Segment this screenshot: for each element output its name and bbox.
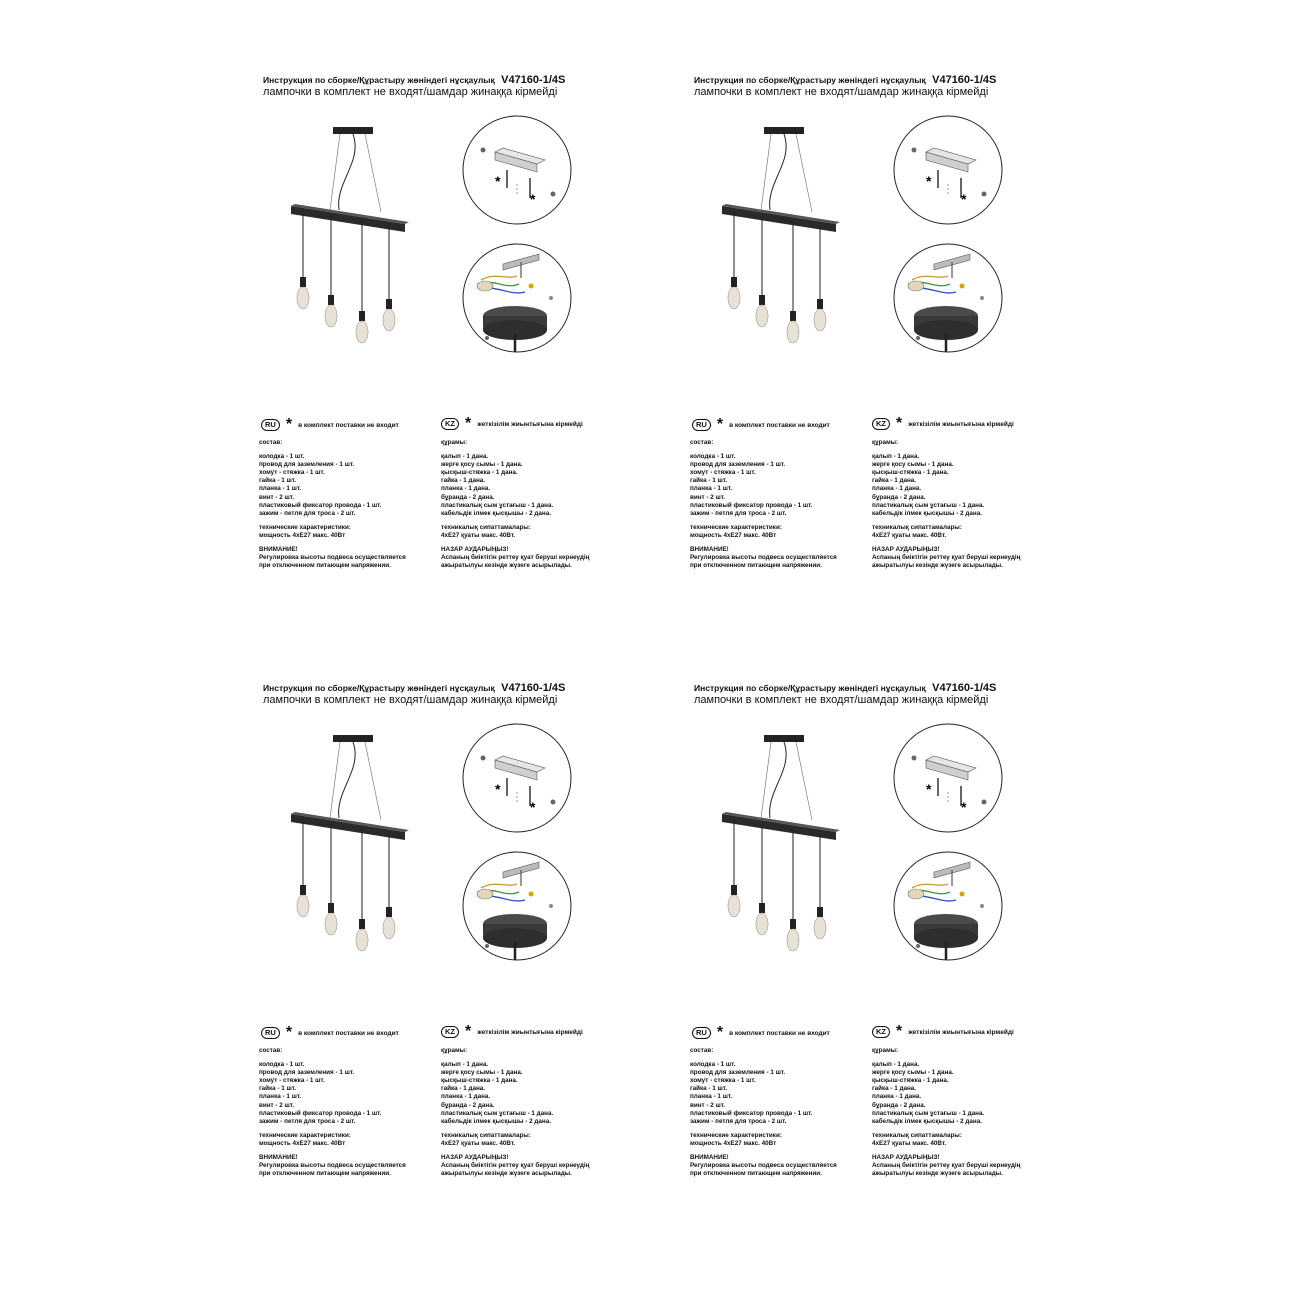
ru-note-row [261,416,399,433]
ru-asterisk: * [716,1024,724,1041]
power-cable [770,134,787,210]
ru-text-block [259,439,406,570]
asterisk-right: * [530,799,536,815]
kz-specs-title: техникалық сипаттамалары: [441,523,531,531]
suspension-cable-left [330,134,340,210]
bulb-1 [728,287,740,309]
suspension-cable-left [761,134,771,210]
ru-item: планка - 1 шт. [259,1093,302,1101]
ru-badge: RU [261,419,280,431]
kz-item: қалып - 1 дана. [872,453,920,461]
bulb-1 [297,895,309,917]
kz-badge: KZ [441,418,459,430]
kz-item: гайка - 1 дана. [441,477,486,485]
kz-item: қысқыш-стяжка - 1 дана. [441,1077,518,1085]
instruction-panel-bottom-left [255,680,675,1200]
socket-1 [731,885,737,895]
ru-specs-title: технические характеристики: [690,1131,782,1139]
kz-warning-line: Аспаның биіктігін реттеу қуат беруші кернеудің [872,554,1021,562]
kz-asterisk: * [465,1023,472,1040]
kz-item: қалып - 1 дана. [441,453,489,461]
header-subtitle: лампочки в комплект не входят/шамдар жинаққа кірмейді [263,86,558,98]
detail-canopy-wiring [463,852,571,960]
kz-warning-title: НАЗАР АУДАРЫҢЫЗ! [872,546,940,554]
kz-warning-line: ажыратылуы кезінде жүзеге асырылады. [872,1170,1003,1178]
kz-item: кабельдік ілмек қысқышы - 2 дана. [872,1117,982,1125]
ru-warning-line: Регулировка высоты подвеса осуществляется [690,554,837,562]
ru-specs-title: технические характеристики: [259,1131,351,1139]
kz-note: жеткізілім жиынтығына кірмейді [477,1028,583,1036]
ru-item: провод для заземления - 1 шт. [259,1069,355,1077]
header-title: Инструкция по сборке/Құрастыру жөніндегі нұсқаулық [263,75,495,85]
kz-note-row [872,1023,1014,1040]
kz-asterisk: * [896,1023,903,1040]
ru-note: в комплект поставки не входит [729,421,830,429]
ru-item: винт - 2 шт. [690,1101,726,1109]
socket-1 [731,277,737,287]
bolt-right [551,800,556,805]
asterisk-right: * [530,191,536,207]
kz-item: планка - 1 дана. [441,485,491,493]
ru-composition-title: состав: [259,439,283,446]
detail-bracket [463,724,571,832]
kz-specs-title: техникалық сипаттамалары: [872,1131,962,1139]
ru-item: планка - 1 шт. [690,1093,733,1101]
model-number: V47160-1/4S [932,74,997,86]
ru-warning-title: ВНИМАНИЕ! [690,1154,729,1162]
kz-note: жеткізілім жиынтығына кірмейді [477,420,583,428]
ru-item: винт - 2 шт. [690,493,726,501]
kz-warning-line: Аспаның биіктігін реттеу қуат беруші кернеудің [441,554,590,562]
socket-4 [817,907,823,917]
bulb-2 [756,913,768,935]
kz-item: планка - 1 дана. [441,1093,491,1101]
kz-item: гайка - 1 дана. [872,1085,917,1093]
ru-asterisk: * [285,1024,293,1041]
ru-specs: мощность 4xE27 макс. 40Вт [259,531,346,539]
ru-warning-line: Регулировка высоты подвеса осуществляется [259,1162,406,1170]
socket-4 [386,299,392,309]
terminal-block [908,281,924,291]
ru-item: колодка - 1 шт. [690,1061,736,1069]
socket-4 [386,907,392,917]
ru-warning-line: при отключенном питающем напряжении. [690,1170,822,1178]
ceiling-canopy [764,127,804,134]
kz-item: жерге қосу сымы - 1 дана. [441,461,523,469]
detail-canopy-wiring [894,852,1002,960]
lamp-illustration [291,127,409,343]
ru-specs: мощность 4xE27 макс. 40Вт [690,1139,777,1147]
kz-composition-title: құрамы: [441,1047,468,1054]
ru-note-row [692,1024,830,1041]
bulb-3 [787,321,799,343]
kz-item: гайка - 1 дана. [441,1085,486,1093]
ru-item: хомут - стяжка - 1 шт. [690,469,756,477]
kz-item: гайка - 1 дана. [872,477,917,485]
instruction-panel-top-right [686,72,1106,592]
ru-item: зажим - петля для троса - 2 шт. [259,509,356,517]
ru-warning-line: при отключенном питающем напряжении. [259,1170,391,1178]
kz-text-block [441,439,589,570]
ru-item: зажим - петля для троса - 2 шт. [259,1117,356,1125]
kz-asterisk: * [465,415,472,432]
kz-specs: 4xE27 қуаты макс. 40Вт. [872,1139,947,1147]
socket-2 [328,295,334,305]
assembly-illustration [686,72,1106,372]
kz-item: кабельдік ілмек қысқышы - 2 дана. [441,509,551,517]
ru-badge: RU [692,419,711,431]
ceiling-canopy [333,127,373,134]
kz-item: қысқыш-стяжка - 1 дана. [441,469,518,477]
power-cable [770,742,787,818]
lamp-illustration [722,127,840,343]
ru-item: винт - 2 шт. [259,1101,295,1109]
kz-text-block [441,1047,589,1178]
kz-item: бұранда - 2 дана. [441,1101,495,1109]
kz-item: пластикалық сым ұстағыш - 1 дана. [872,501,985,509]
power-cable [339,742,356,818]
ru-specs: мощность 4xE27 макс. 40Вт [259,1139,346,1147]
kz-text-block [872,439,1020,570]
socket-1 [300,277,306,287]
ru-item: провод для заземления - 1 шт. [690,461,786,469]
bulb-1 [297,287,309,309]
kz-asterisk: * [896,415,903,432]
ru-text-block [259,1047,406,1178]
socket-3 [359,311,365,321]
kz-note: жеткізілім жиынтығына кірмейді [908,420,1014,428]
ru-item: гайка - 1 шт. [259,477,297,485]
kz-item: бұранда - 2 дана. [872,493,926,501]
kz-note-row [872,415,1014,432]
ru-warning-title: ВНИМАНИЕ! [259,1154,298,1162]
lamp-illustration [722,735,840,951]
kz-item: бұранда - 2 дана. [441,493,495,501]
ru-warning-line: Регулировка высоты подвеса осуществляется [690,1162,837,1170]
bulb-1 [728,895,740,917]
ru-item: колодка - 1 шт. [690,453,736,461]
kz-item: пластикалық сым ұстағыш - 1 дана. [441,501,554,509]
instruction-panel-bottom-right [686,680,1106,1200]
socket-2 [759,295,765,305]
ru-warning-line: Регулировка высоты подвеса осуществляется [259,554,406,562]
ru-item: зажим - петля для троса - 2 шт. [690,509,787,517]
header-title: Инструкция по сборке/Құрастыру жөніндегі нұсқаулық [694,75,926,85]
ru-specs: мощность 4xE27 макс. 40Вт [690,531,777,539]
assembly-illustration [686,680,1106,980]
bulb-3 [356,321,368,343]
ru-composition-title: состав: [690,439,714,446]
ru-item: планка - 1 шт. [259,485,302,493]
kz-warning-line: Аспаның биіктігін реттеу қуат беруші кернеудің [872,1162,1021,1170]
bolt-right [551,192,556,197]
detail-bracket [894,116,1002,224]
kz-composition-title: құрамы: [441,439,468,446]
ru-item: колодка - 1 шт. [259,453,305,461]
ru-item: гайка - 1 шт. [690,1085,728,1093]
suspension-cable-right [365,742,381,820]
ru-item: пластиковый фиксатор провода - 1 шт. [690,501,813,509]
ru-warning-line: при отключенном питающем напряжении. [690,562,822,570]
kz-item: жерге қосу сымы - 1 дана. [441,1069,523,1077]
bulb-4 [814,309,826,331]
ru-note-row [692,416,830,433]
detail-canopy-wiring [463,244,571,352]
kz-specs: 4xE27 қуаты макс. 40Вт. [441,531,516,539]
ru-item: зажим - петля для троса - 2 шт. [690,1117,787,1125]
kz-item: пластикалық сым ұстағыш - 1 дана. [441,1109,554,1117]
kz-specs: 4xE27 қуаты макс. 40Вт. [441,1139,516,1147]
kz-item: кабельдік ілмек қысқышы - 2 дана. [872,509,982,517]
suspension-cable-left [761,742,771,818]
bolt-right [982,800,987,805]
kz-item: жерге қосу сымы - 1 дана. [872,461,954,469]
lamp-illustration [291,735,409,951]
ceiling-canopy [333,735,373,742]
ru-item: провод для заземления - 1 шт. [259,461,355,469]
kz-warning-line: ажыратылуы кезінде жүзеге асырылады. [872,562,1003,570]
model-number: V47160-1/4S [932,682,997,694]
ru-warning-title: ВНИМАНИЕ! [259,546,298,554]
kz-specs: 4xE27 қуаты макс. 40Вт. [872,531,947,539]
kz-item: планка - 1 дана. [872,1093,922,1101]
ru-warning-line: при отключенном питающем напряжении. [259,562,391,570]
instruction-panel-top-left [255,72,675,592]
asterisk-right: * [961,799,967,815]
kz-item: бұранда - 2 дана. [872,1101,926,1109]
ru-specs-title: технические характеристики: [259,523,351,531]
detail-bracket [463,116,571,224]
suspension-cable-right [365,134,381,212]
kz-badge: KZ [872,418,890,430]
asterisk-left: * [926,781,932,797]
kz-warning-title: НАЗАР АУДАРЫҢЫЗ! [441,546,509,554]
kz-warning-line: Аспаның биіктігін реттеу қуат беруші кернеудің [441,1162,590,1170]
ru-text-block [690,439,837,570]
kz-warning-title: НАЗАР АУДАРЫҢЫЗ! [441,1154,509,1162]
bulb-3 [787,929,799,951]
kz-note-row [441,1023,583,1040]
terminal-block [477,889,493,899]
ru-note: в комплект поставки не входит [298,421,399,429]
ru-item: колодка - 1 шт. [259,1061,305,1069]
kz-item: кабельдік ілмек қысқышы - 2 дана. [441,1117,551,1125]
kz-note-row [441,415,583,432]
bolt-left [481,148,486,153]
power-cable [339,134,356,210]
ru-item: винт - 2 шт. [259,493,295,501]
detail-canopy-wiring [894,244,1002,352]
assembly-illustration [255,72,675,372]
ru-badge: RU [261,1027,280,1039]
kz-item: қысқыш-стяжка - 1 дана. [872,1077,949,1085]
assembly-illustration [255,680,675,980]
terminal-block [477,281,493,291]
kz-item: қалып - 1 дана. [441,1061,489,1069]
kz-badge: KZ [441,1026,459,1038]
bulb-4 [383,309,395,331]
ru-item: хомут - стяжка - 1 шт. [690,1077,756,1085]
ru-composition-title: состав: [259,1047,283,1054]
kz-item: планка - 1 дана. [872,485,922,493]
ceiling-canopy [764,735,804,742]
ru-item: пластиковый фиксатор провода - 1 шт. [259,501,382,509]
ru-item: хомут - стяжка - 1 шт. [259,1077,325,1085]
model-number: V47160-1/4S [501,682,566,694]
ru-item: хомут - стяжка - 1 шт. [259,469,325,477]
suspension-cable-right [796,742,812,820]
suspension-cable-left [330,742,340,818]
kz-warning-line: ажыратылуы кезінде жүзеге асырылады. [441,562,572,570]
kz-badge: KZ [872,1026,890,1038]
bolt-right [982,192,987,197]
socket-2 [759,903,765,913]
kz-item: жерге қосу сымы - 1 дана. [872,1069,954,1077]
socket-3 [790,311,796,321]
ru-asterisk: * [285,416,293,433]
socket-4 [817,299,823,309]
ru-item: гайка - 1 шт. [690,477,728,485]
ru-item: гайка - 1 шт. [259,1085,297,1093]
socket-3 [359,919,365,929]
ru-note-row [261,1024,399,1041]
asterisk-right: * [961,191,967,207]
ru-note: в комплект поставки не входит [298,1029,399,1037]
header-subtitle: лампочки в комплект не входят/шамдар жинаққа кірмейді [263,694,558,706]
bulb-4 [814,917,826,939]
kz-composition-title: құрамы: [872,439,899,446]
ru-asterisk: * [716,416,724,433]
asterisk-left: * [495,173,501,189]
bulb-2 [325,305,337,327]
socket-1 [300,885,306,895]
asterisk-left: * [495,781,501,797]
model-number: V47160-1/4S [501,74,566,86]
ru-composition-title: состав: [690,1047,714,1054]
header-subtitle: лампочки в комплект не входят/шамдар жинаққа кірмейді [694,694,989,706]
kz-item: қалып - 1 дана. [872,1061,920,1069]
ru-warning-title: ВНИМАНИЕ! [690,546,729,554]
suspension-cable-right [796,134,812,212]
bolt-left [912,756,917,761]
bulb-2 [325,913,337,935]
header-title: Инструкция по сборке/Құрастыру жөніндегі нұсқаулық [694,683,926,693]
socket-2 [328,903,334,913]
socket-3 [790,919,796,929]
ru-badge: RU [692,1027,711,1039]
ru-item: планка - 1 шт. [690,485,733,493]
kz-warning-title: НАЗАР АУДАРЫҢЫЗ! [872,1154,940,1162]
header-title: Инструкция по сборке/Құрастыру жөніндегі нұсқаулық [263,683,495,693]
ru-item: пластиковый фиксатор провода - 1 шт. [259,1109,382,1117]
kz-note: жеткізілім жиынтығына кірмейді [908,1028,1014,1036]
bolt-left [481,756,486,761]
ru-note: в комплект поставки не входит [729,1029,830,1037]
ru-item: пластиковый фиксатор провода - 1 шт. [690,1109,813,1117]
header-subtitle: лампочки в комплект не входят/шамдар жинаққа кірмейді [694,86,989,98]
kz-text-block [872,1047,1020,1178]
kz-specs-title: техникалық сипаттамалары: [441,1131,531,1139]
detail-bracket [894,724,1002,832]
terminal-block [908,889,924,899]
ru-specs-title: технические характеристики: [690,523,782,531]
ru-text-block [690,1047,837,1178]
bulb-4 [383,917,395,939]
bulb-3 [356,929,368,951]
kz-warning-line: ажыратылуы кезінде жүзеге асырылады. [441,1170,572,1178]
bolt-left [912,148,917,153]
kz-specs-title: техникалық сипаттамалары: [872,523,962,531]
bulb-2 [756,305,768,327]
ru-item: провод для заземления - 1 шт. [690,1069,786,1077]
kz-composition-title: құрамы: [872,1047,899,1054]
kz-item: пластикалық сым ұстағыш - 1 дана. [872,1109,985,1117]
asterisk-left: * [926,173,932,189]
kz-item: қысқыш-стяжка - 1 дана. [872,469,949,477]
